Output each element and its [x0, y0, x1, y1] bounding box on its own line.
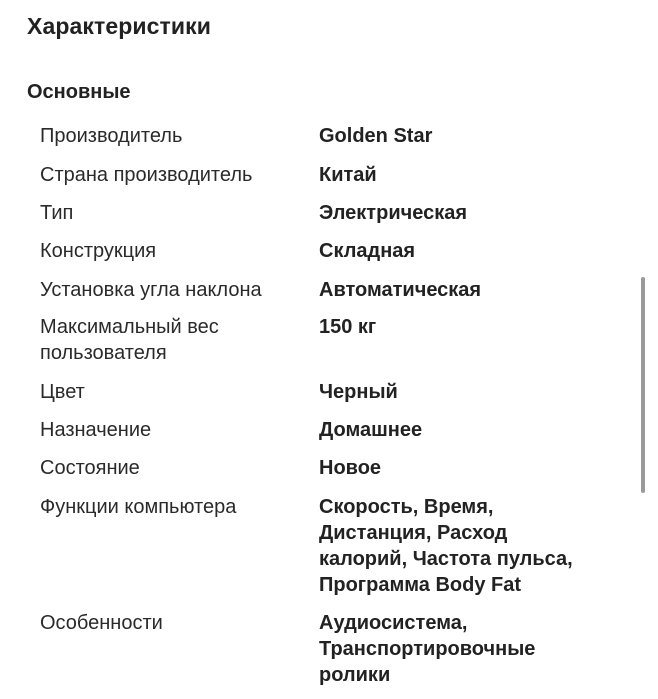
spec-value: Домашнее	[319, 419, 423, 441]
spec-label: Установка угла наклона	[40, 279, 262, 301]
spec-label: Назначение	[40, 419, 152, 441]
spec-label: Конструкция	[40, 240, 157, 262]
spec-value: Электрическая	[319, 202, 468, 224]
spec-value: Аудиосистема, Транспортировочные ролики	[319, 612, 536, 686]
spec-label: Тип	[40, 202, 74, 224]
spec-value: Golden Star	[319, 125, 433, 147]
spec-value: Новое	[319, 457, 382, 479]
spec-label: Состояние	[40, 457, 140, 479]
section-title: Основные	[27, 81, 131, 103]
spec-value: Скорость, Время, Дистанция, Расход калорий, Частота пульса, Программа Body Fat	[319, 496, 573, 596]
spec-value: Автоматическая	[319, 279, 482, 301]
spec-label: Максимальный вес пользователя	[40, 316, 219, 364]
spec-label: Страна производитель	[40, 164, 253, 186]
spec-value: Черный	[319, 381, 398, 403]
page-title: Характеристики	[27, 13, 211, 39]
spec-value: Складная	[319, 240, 416, 262]
scrollbar-thumb[interactable]	[641, 277, 645, 493]
spec-label: Функции компьютера	[40, 496, 237, 518]
spec-value: 150 кг	[319, 316, 377, 338]
spec-value: Китай	[319, 164, 377, 186]
spec-label: Особенности	[40, 612, 163, 634]
spec-label: Производитель	[40, 125, 183, 147]
spec-label: Цвет	[40, 381, 85, 403]
